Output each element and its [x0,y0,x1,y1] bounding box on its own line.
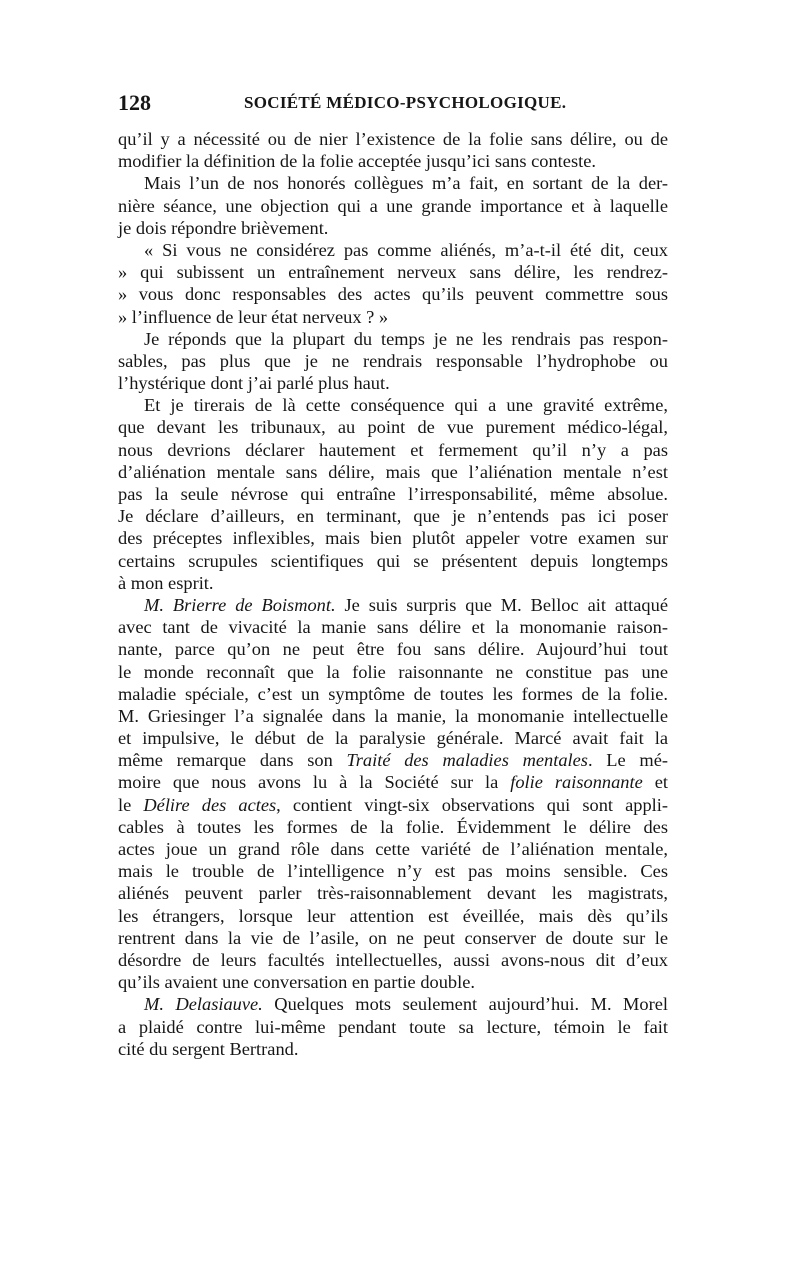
text-line: sables, pas plus que je ne rendrais responsable l’hydrophobe ou [118,350,668,371]
text-line: M. Griesinger l’a signalée dans la manie, la monomanie intellectuelle [118,705,668,726]
text-line: d’aliénation mentale sans délire, mais que l’aliénation mentale n’est [118,461,668,482]
body-text [118,128,668,1060]
text-line: l’hystérique dont j’ai parlé plus haut. [118,373,390,394]
text-line: actes joue un grand rôle dans cette variété de l’aliénation mentale, [118,839,668,859]
text-line [118,794,668,816]
text-line: pas la seule névrose qui entraîne l’irresponsabilité, même absolue. [118,484,668,504]
text-run: même remarque dans son [118,750,347,771]
text-line: modifier la définition de la folie acceptée jusqu’ici sans conteste. [118,151,596,172]
text-line [118,771,668,793]
text-line: Je réponds que la plupart du temps je ne les rendrais pas respon- [144,328,668,349]
text-line [118,594,668,616]
text-line: et impulsive, le début de la paralysie générale. Marcé avait fait la [118,728,668,749]
page-header [118,90,678,120]
text-line: nière séance, une objection qui a une grande importance et à laquelle [118,195,668,216]
text-line: avec tant de vivacité la manie sans délire et la monomanie raison- [118,617,668,638]
speaker-name: M. Brierre de Boismont. [144,594,336,615]
text-line: cité du sergent Bertrand. [118,1038,299,1059]
text-line: cables à toutes les formes de la folie. Évidemment le délire des [118,816,668,837]
text-run: . Le mé- [587,750,668,771]
text-line: maladie spéciale, c’est un symptôme de toutes les formes de la folie. [118,683,668,704]
text-line: Mais l’un de nos honorés collègues m’a fait, en sortant de la der- [144,173,668,194]
text-run: , contient vingt-six observations qui sont appli- [276,794,668,815]
book-title: Traité des maladies mentales [346,750,588,771]
text-line: à mon esprit. [118,572,214,593]
text-run: Je suis surpris que M. Belloc ait attaqué [335,594,668,615]
running-title: SOCIÉTÉ MÉDICO-PSYCHOLOGIQUE. [244,93,567,112]
text-line: » vous donc responsables des actes qu’ils peuvent commettre sous [118,284,668,305]
text-line: Et je tirerais de là cette conséquence qui a une gravité extrême, [144,395,668,416]
text-line: Je déclare d’ailleurs, en terminant, que je n’entends pas ici poser [118,506,668,527]
text-run: Quelques mots seulement aujourd’hui. M. Morel [262,994,669,1015]
text-line: nante, parce qu’on ne peut être fou sans délire. Aujourd’hui tout [118,639,668,660]
text-line [118,749,668,771]
text-line: nous devrions déclarer hautement et fermement qu’il n’y a pas [118,439,668,460]
text-run: le [118,794,144,815]
text-line: désordre de leurs facultés intellectuelles, aussi avons-nous dit d’eux [118,949,668,970]
text-line: rentrent dans la vie de l’asile, on ne peut conserver de doute sur le [118,927,668,948]
text-line: les étrangers, lorsque leur attention est éveillée, mais dès qu’ils [118,905,668,926]
text-line: aliénés peuvent parler très-raisonnablement devant les magistrats, [118,883,668,904]
text-line: » qui subissent un entraînement nerveux sans délire, les rendrez- [118,262,668,283]
text-line: certains scrupules scientifiques qui se présentent depuis longtemps [118,550,668,571]
italic-term: folie raisonnante [510,772,643,793]
text-line: mais le trouble de l’intelligence n’y est pas moins sensible. Ces [118,861,668,882]
page-number: 128 [118,90,151,115]
text-run: moire que nous avons lu à la Société sur la [118,772,511,793]
speaker-name: M. Delasiauve. [144,994,263,1015]
text-line: « Si vous ne considérez pas comme aliénés, m’a-t-il été dit, ceux [144,239,668,260]
text-line: qu’ils avaient une conversation en partie double. [118,972,475,993]
text-line [118,993,668,1015]
text-line: a plaidé contre lui-même pendant toute sa lecture, témoin le fait [118,1016,668,1037]
italic-term: Délire des actes [143,794,277,815]
text-line: des préceptes inflexibles, mais bien plutôt appeler votre examen sur [118,528,668,549]
text-line: je dois répondre brièvement. [118,217,329,238]
text-line: le monde reconnaît que la folie raisonnante ne constitue pas une [118,661,668,682]
text-line: » l’influence de leur état nerveux ? » [118,306,389,327]
text-run: et [642,772,668,793]
text-line: qu’il y a nécessité ou de nier l’existence de la folie sans délire, ou de [118,129,668,149]
text-line: que devant les tribunaux, au point de vue purement médico-légal, [118,417,668,438]
